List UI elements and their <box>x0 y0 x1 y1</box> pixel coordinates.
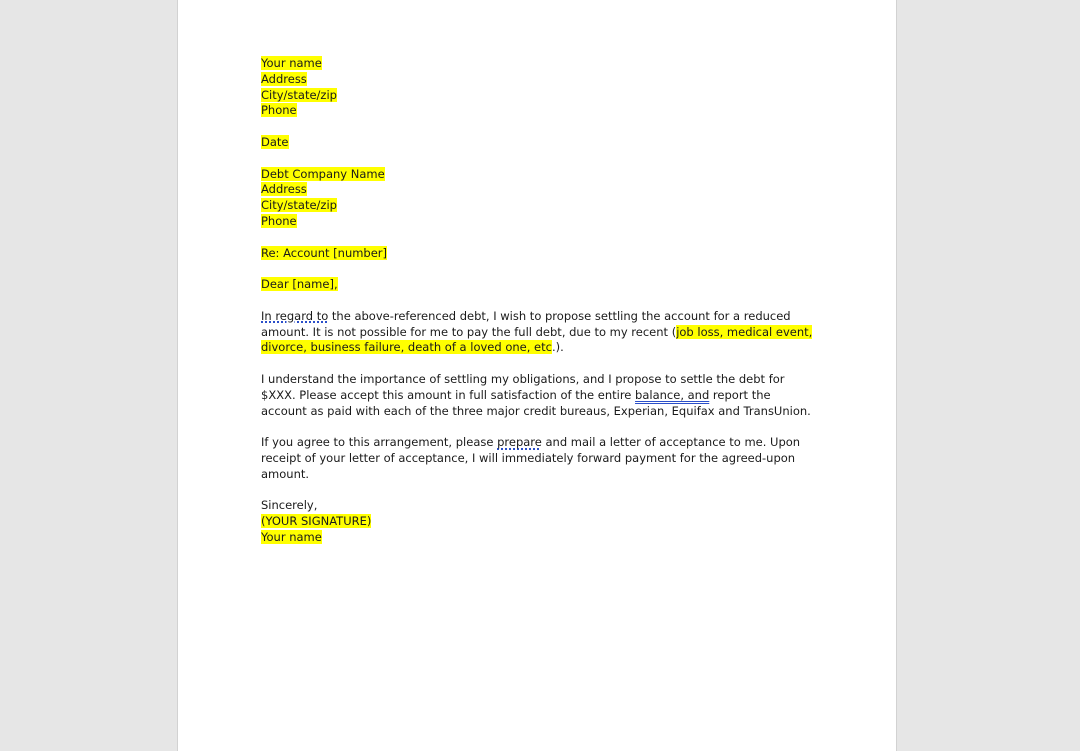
closing-line <box>261 498 813 514</box>
recipient-block-company <box>261 167 813 183</box>
recipient-company: Debt Company Name <box>261 166 385 181</box>
paragraph-2-end: report the account as paid with each of the three major credit bureaus, Experian, Equifax and TransUnion. <box>261 387 811 418</box>
sender-name: Your name <box>261 56 322 70</box>
recipient-address: Address <box>261 182 307 197</box>
blank-line <box>261 293 813 309</box>
paragraph-3 <box>261 435 813 482</box>
sender-block-address <box>261 72 813 88</box>
blank-line <box>261 261 813 277</box>
blank-line <box>261 419 813 435</box>
closing: Sincerely, <box>261 498 318 513</box>
reason-highlight: job loss, medical event, divorce, business failure, death of a loved one, etc <box>261 324 813 355</box>
sender-block-city <box>261 88 813 104</box>
paragraph-1-end: .). <box>551 340 564 355</box>
sender-city: City/state/zip <box>261 87 337 102</box>
signature-line <box>261 514 813 530</box>
re-line <box>261 246 813 262</box>
signature-placeholder: (YOUR SIGNATURE) <box>261 514 372 529</box>
letter-body[interactable] <box>261 56 813 546</box>
grammar-flag-prepare[interactable]: prepare <box>497 435 542 450</box>
paragraph-2 <box>261 372 813 419</box>
salutation-line <box>261 277 813 293</box>
recipient-city: City/state/zip <box>261 198 337 213</box>
document-page[interactable] <box>177 0 897 751</box>
blank-line <box>261 230 813 246</box>
blank-line <box>261 483 813 499</box>
blank-line <box>261 151 813 167</box>
paragraph-1-text: the above-referenced debt, I wish to propose settling the account for a reduced amount. It is not possible for me to pay the full debt, due to my recent ( <box>261 308 791 339</box>
signer-line <box>261 530 813 546</box>
sender-block-phone <box>261 103 813 119</box>
blank-line <box>261 119 813 135</box>
date-line <box>261 135 813 151</box>
paragraph-3-end: and mail a letter of acceptance to me. Upon receipt of your letter of acceptance, I will immediately forward payment for the agreed-upon amount. <box>261 435 801 481</box>
paragraph-1 <box>261 309 813 356</box>
paragraph-3-text: If you agree to this arrangement, please <box>261 435 498 450</box>
grammar-flag-balance[interactable]: balance, and <box>635 387 710 402</box>
sender-phone: Phone <box>261 103 297 118</box>
sender-block-name <box>261 56 813 72</box>
blank-line <box>261 356 813 372</box>
recipient-block-address <box>261 182 813 198</box>
recipient-block-city <box>261 198 813 214</box>
sender-address: Address <box>261 71 307 86</box>
paragraph-2-text: I understand the importance of settling my obligations, and I propose to settle the debt for $XXX. Please accept this amount in full satisfaction of the entire <box>261 371 785 402</box>
re-account: Re: Account [number] <box>261 245 388 260</box>
recipient-phone: Phone <box>261 213 297 228</box>
salutation: Dear [name], <box>261 277 338 292</box>
signer-name: Your name <box>261 529 322 544</box>
recipient-block-phone <box>261 214 813 230</box>
date-field: Date <box>261 134 289 149</box>
grammar-flag-in-regard-to[interactable]: In regard to <box>261 308 329 323</box>
